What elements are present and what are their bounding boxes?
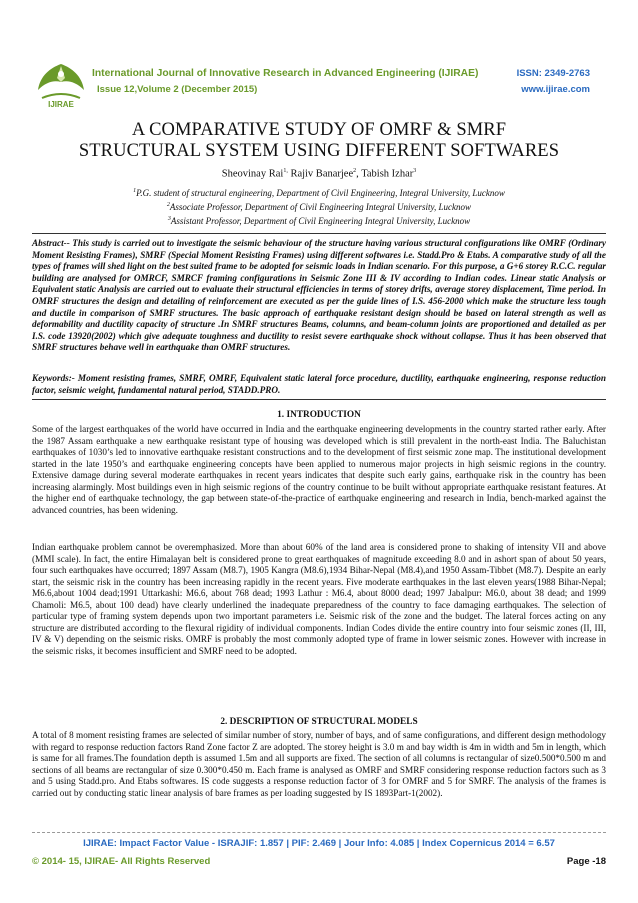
keywords: Keywords:- Moment resisting frames, SMRF, OMRF, Equivalent static lateral force procedure, ductility, earthquake engineering, response reduction factor, seismic weight, fundamental natural period, STADD.PRO. [32,373,606,395]
divider [32,233,606,234]
paper-title [30,120,608,162]
title-line-1: A COMPARATIVE STUDY OF OMRF & SMRF [131,120,507,140]
journal-website-link[interactable]: www.ijirae.com [521,84,590,95]
author-sup: 1, [283,168,288,174]
page-number: Page -18 [566,856,606,867]
section-heading-introduction: 1. INTRODUCTION [277,410,361,420]
paragraph: Some of the largest earthquakes of the world have occurred in India and the earthquake engineering developments in the country started rather early. After the 1987 Assam earthquake a new earthquake resistant type of housing was developed which is still prevalent in the north-east India. The Baluchistan earthquakes of 1030’s led to innovative earthquake resistant constructions and to the development of first seismic zone map. The institutional development started in the late 1950’s and earthquake engineering concepts have been applied to numerous major projects in high seismic regions in the country. Extensive damage during several moderate earthquakes in recent years indicates that despite such early gains, earthquake risk in the country has been increasing alarmingly. Most buildings even in high seismic regions of the country continue to be built without appropriate earthquake resistant features. At the higher end of earthquake technology, the gap between state-of-the-practice of earthquake engineering and research in India, bench-marked against the advanced countries, has been widening. [32,424,606,515]
affiliation-list [0,185,638,227]
author-sup: 3 [413,168,417,174]
paragraph: Indian earthquake problem cannot be overemphasized. More than about 60% of the land area is considered prone to shaking of intensity VII and above (MMI scale). In fact, the entire Himalayan belt is considered prone to great earthquakes of magnitude exceeding 8.0 and in ashort span of about 50 years, four such earthquakes have occurred; 1897 Assam (M8.7), 1905 Kangra (M8.6),1934 Bihar-Nepal (M8.4),and 1950 Assam-Tibbet (M8.7). Despite an early start, the seismic risk in the country has been increasing rapidly in the recent years. Five moderate earthquakes in the last eleven years(1988 Bihar-Nepal; M6.6,about 1004 dead;1991 Uttarkashi: M6.6, about 768 dead; 1993 Lathur : M6.4, about 8000 dead; 1997 Jabalpur: M6.0, about 38 dead; and 1999 Chamoli: M6.5, about 100 dead) have clearly underlined the inadequate preparedness of the country to face damaging earthquakes. The selection of particular type of framing system depends upon two important parameters i.e. Seismic risk of the zone and the budget. The lateral forces acting on any structure are distributed according to the flexural rigidity of individual components. Indian Codes divide the entire country into four seismic zones (II, III, IV & V) depending on the seismic risks. OMRF is probably the most commonly adopted type of frame in lower seismic zones. However with increase in the seismic risks, it becomes insufficient and SMRF need to be adopted. [32,542,606,656]
author-name: Tabish Izhar [361,168,414,180]
abstract: Abstract-- This study is carried out to investigate the seismic behaviour of the structure having various structural configurations like OMRF (Ordinary Moment Resisting Frames), SMRF (Special Moment Resisting Frames) using different softwares i.e. Stadd.Pro & Etabs. A comparative study of all the types of frames will shed light on the best suited frame to be adopted for seismic loads in Indian scenario. For this purpose, a G+6 storey R.C.C. regular building are analysed for OMRCF, SMRCF framing configurations in Seismic Zone III & IV according to Indian codes. Linear static Analysis or Equivalent static Analysis are carried out to evaluate their structural efficiencies in terms of storey drifts, average storey displacement, Time period. In OMRF structures the design and detailing of reinforcement are executed as per the guide lines of I.S. 456-2000 which make the structure less tough and ductile in comparison of SMRF structures. The basic approach of earthquake resistant design should be based on lateral strength as well as deformability and ductility capacity of structure .In SMRF structures Beams, columns, and beam-column joints are proportioned and detailed as per I.S. code 13920(2002) which give adequate toughness and ductility to resist severe earthquake shock without collapse. Thus it has been observed that SMRF structures behave well in earthquake than OMRF structures. [32,238,606,353]
author-separator: , [356,168,362,180]
section-heading-structural-models: 2. DESCRIPTION OF STRUCTURAL MODELS [220,717,418,727]
author-name: Sheovinay Rai [221,168,284,180]
author-list [0,168,638,180]
copyright: © 2014- 15, IJIRAE- All Rights Reserved [32,856,211,867]
footer-divider [32,832,606,833]
impact-factor-line: IJIRAE: Impact Factor Value - ISRAJIF: 1.857 | PIF: 2.469 | Jour Info: 4.085 | Index Copernicus 2014 = 6.57 [83,838,555,849]
affiliation: $^2$Associate Professor, Department of Civil Engineering Integral University, Lucknow [166,202,472,212]
journal-issue: Issue 12,Volume 2 (December 2015) [97,84,258,95]
journal-header [0,60,638,110]
author-sup: 2 [353,168,357,174]
title-line-2: STRUCTURAL SYSTEM USING DIFFERENT SOFTWARES [78,141,560,161]
author-name: Rajiv Banarjee [290,168,354,180]
affiliation: $^1$P.G. student of structural engineering, Department of Civil Engineering, Integral University, Lucknow [133,188,505,198]
affiliation: $^3$Assistant Professor, Department of Civil Engineering Integral University, Lucknow [167,216,471,226]
journal-name: International Journal of Innovative Research in Advanced Engineering (IJIRAE) [92,68,479,79]
paragraph: A total of 8 moment resisting frames are selected of similar number of story, number of bays, and of same configurations, and different design methodology with regard to response reduction factors Rand Zone factor Z are adopted. The storey height is 3.0 m and bay width is 4m in width and 5m in length, which is same for all frames.The foundation depth is assumed 1.5m and all supports are fixed. The section of all columns is rectangular of size0.500*0.500 m and sections of all beams are rectangular of size 0.300*0.450 m. Each frame is analysed as OMRF and SMRF considering response reduction factors such as 3 and 5 using Stadd.pro. And Etabs softwares. IS code suggests a response reduction factor of 3 for OMRF and 5 for SMRF. The analysis of the frames is carried out by conducting static linear analysis of bare frames as per loading suggested by IS 1893Part-1(2002). [32,730,606,798]
ijirae-logo [32,60,90,110]
divider [32,399,606,400]
logo-text: IJIRAE [48,100,74,109]
journal-issn: ISSN: 2349-2763 [516,68,590,79]
